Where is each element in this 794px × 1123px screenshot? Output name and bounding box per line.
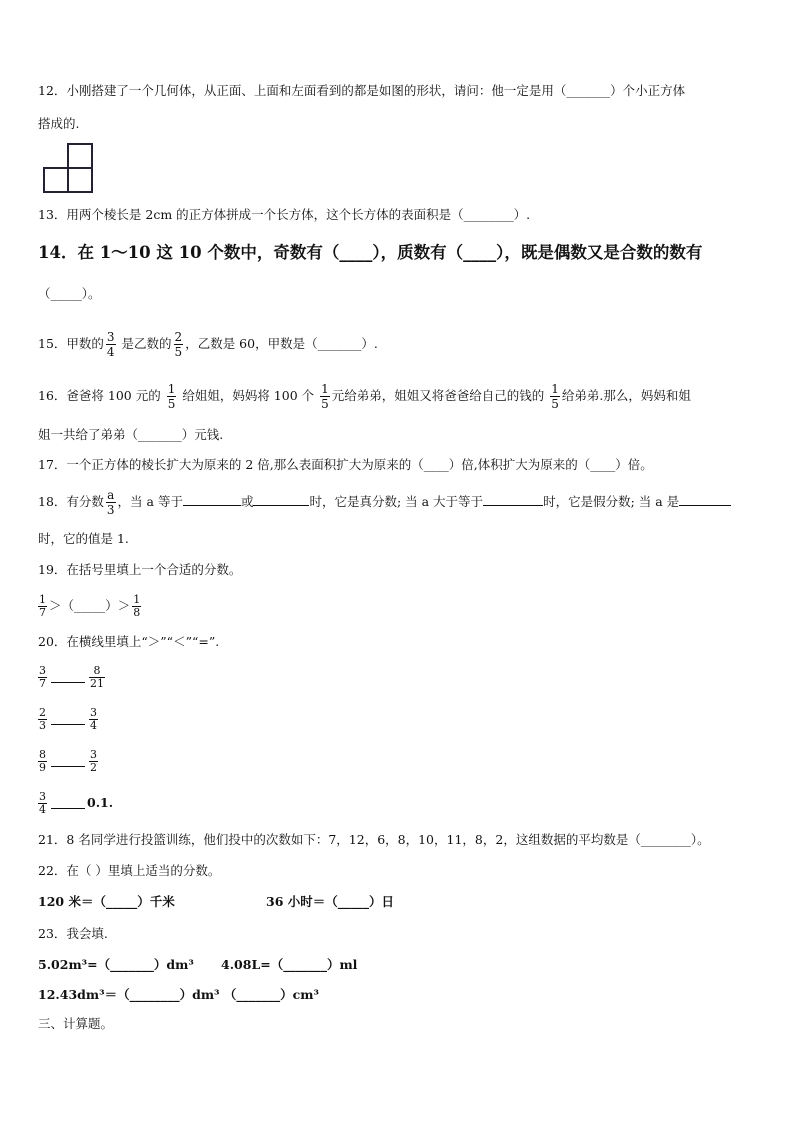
- value: 0.1.: [87, 795, 114, 810]
- blank-line: [51, 756, 85, 767]
- fraction-2-5: $\frac{2}{5}$: [174, 330, 183, 359]
- q17: 17．一个正方体的棱长扩大为原来的 2 倍,那么表面积扩大为原来的（____）倍,体积扩大为原来的（____）倍。: [38, 457, 653, 472]
- fraction: $\frac{3}{4}$: [90, 706, 97, 732]
- q20-title: 20．在横线里填上“＞”“＜”“=”.: [38, 634, 220, 649]
- q20-row-3: [36, 745, 100, 777]
- q18-text-b: ，当 a 等于: [117, 494, 183, 509]
- q18-line2: 时，它的值是 1.: [38, 531, 129, 546]
- fraction-1-8: $\frac{1}{8}$: [133, 593, 141, 619]
- q16-line1: [38, 381, 691, 411]
- blank-line: [253, 494, 309, 506]
- q16-text-b: 给姐姐，妈妈将 100 个: [182, 388, 315, 403]
- fraction-1-5: $\frac{1}{5}$: [167, 382, 176, 411]
- fraction-1-5: $\frac{1}{5}$: [321, 382, 329, 411]
- blank-line: [51, 672, 85, 683]
- blank-line: [51, 798, 85, 809]
- q12-line2: 搭成的.: [38, 116, 80, 131]
- q18-text-d: 时，它是真分数; 当 a 大于等于: [309, 494, 484, 509]
- q16-text-c: 元给弟弟，姐姐又将爸爸给自己的钱的: [331, 388, 545, 403]
- q23-title: 23．我会填.: [38, 926, 108, 941]
- q22-item-b: 36 小时＝（_____）日: [266, 894, 394, 909]
- q18-line1: [38, 487, 731, 517]
- fraction: $\frac{8}{9}$: [39, 748, 46, 774]
- q16-text-a: 16．爸爸将 100 元的: [38, 388, 161, 403]
- q23-item-c: 12.43dm³＝（________）dm³ （_______）cm³: [38, 987, 319, 1002]
- section-heading: 三、计算题。: [38, 1016, 114, 1031]
- q19-expression: [36, 591, 143, 621]
- q15: [38, 329, 378, 359]
- blank-line: [483, 494, 543, 506]
- q15-text-b: 是乙数的: [121, 336, 172, 351]
- q21: 21．8 名同学进行投篮训练，他们投中的次数如下：7，12，6，8，10，11，8，2，这组数据的平均数是（________）。: [38, 832, 710, 847]
- blank-line: [51, 714, 85, 725]
- q14-line2: （_____）。: [38, 286, 101, 301]
- fraction-1-7: $\frac{1}{7}$: [39, 593, 46, 619]
- fraction: $\frac{8}{21}$: [90, 664, 104, 690]
- q15-text-c: ，乙数是 60，甲数是（_______）.: [185, 336, 378, 351]
- fraction: $\frac{2}{3}$: [39, 706, 46, 732]
- q22-item-a: 120 米＝（_____）千米: [38, 894, 175, 909]
- fraction: $\frac{3}{4}$: [39, 790, 46, 816]
- q16-line2: 姐一共给了弟弟（_______）元钱.: [38, 427, 224, 442]
- q13: 13．用两个棱长是 2cm 的正方体拼成一个长方体，这个长方体的表面积是（________）.: [38, 207, 531, 222]
- q20-row-1: [36, 661, 107, 693]
- q19-title: 19．在括号里填上一个合适的分数。: [38, 562, 242, 577]
- q18-text-e: 时，它是假分数; 当 a 是: [543, 494, 680, 509]
- blank-line: [183, 494, 241, 506]
- fraction-1-5: $\frac{1}{5}$: [551, 382, 559, 411]
- fraction: $\frac{3}{2}$: [90, 748, 97, 774]
- q23-item-a: 5.02m³=（_______）dm³: [38, 957, 194, 972]
- q18-text-c: 或: [240, 494, 254, 509]
- cube-view-figure: [43, 143, 95, 195]
- q12-line1: 12．小刚搭建了一个几何体，从正面、上面和左面看到的都是如图的形状，请问：他一定是用（_______）个小正方体: [38, 83, 686, 98]
- fraction-a-3: $\frac{a}{3}$: [106, 488, 115, 517]
- q19-middle: ＞（_____）＞: [49, 598, 131, 613]
- q20-row-2: [36, 703, 100, 735]
- fraction: $\frac{3}{7}$: [39, 664, 46, 690]
- blank-line: [679, 494, 731, 506]
- q20-row-4: [36, 787, 113, 819]
- q18-text-a: 18．有分数: [38, 494, 104, 509]
- q14-line1: 14．在 1～10 这 10 个数中，奇数有（____），质数有（____），既是偶数又是合数的数有: [38, 243, 703, 262]
- q16-text-d: 给弟弟.那么，妈妈和姐: [561, 388, 691, 403]
- q23-item-b: 4.08L=（_______）ml: [221, 957, 358, 972]
- q22-title: 22．在（ ）里填上适当的分数。: [38, 863, 221, 878]
- q15-text-a: 15．甲数的: [38, 336, 104, 351]
- fraction-3-4: $\frac{3}{4}$: [106, 330, 115, 359]
